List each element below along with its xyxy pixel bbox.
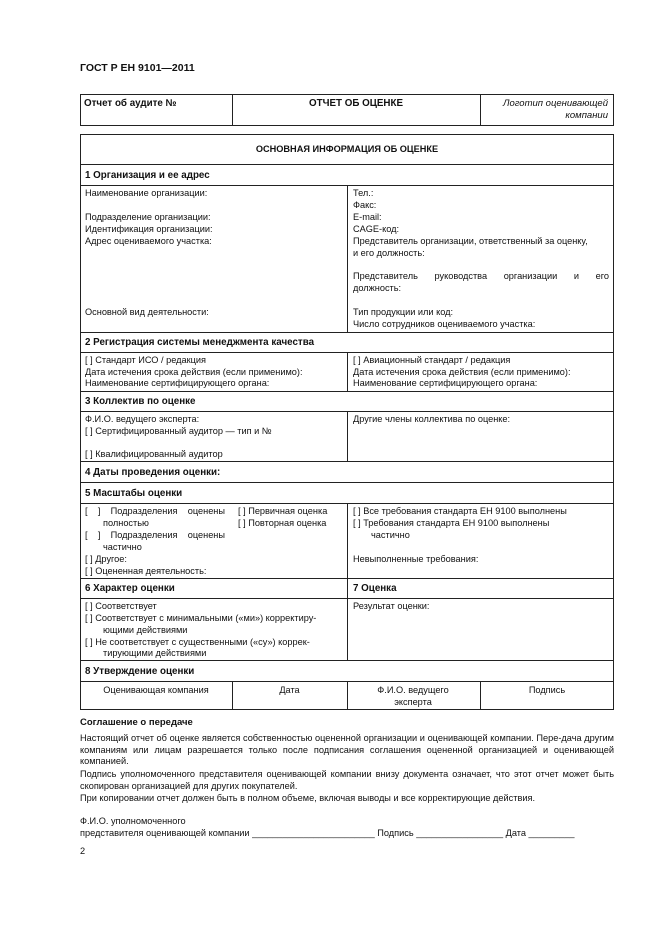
fax-label: Факс: bbox=[353, 200, 377, 210]
aviation-standard-checkbox[interactable]: [ ] Авиационный стандарт / редакция bbox=[353, 355, 511, 365]
section-6-title: 6 Характер оценки bbox=[85, 583, 175, 594]
conforms-checkbox[interactable]: [ ] Соответствует bbox=[85, 601, 157, 611]
approval-date-header: Дата bbox=[279, 685, 300, 695]
iso-certifier-label: Наименование сертифицирующего органа: bbox=[85, 378, 270, 388]
audit-number-label: Отчет об аудите № bbox=[84, 98, 177, 109]
nonconforms-major-checkbox[interactable]: [ ] Не соответствует с существенными («су») коррек- bbox=[85, 637, 310, 647]
divisions-fully-cont: полностью bbox=[103, 518, 149, 528]
iso-standard-checkbox[interactable]: [ ] Стандарт ИСО / редакция bbox=[85, 355, 206, 365]
partial-requirements-met-checkbox[interactable]: [ ] Требования стандарта ЕН 9100 выполнены bbox=[353, 518, 550, 528]
section-1-title: 1 Организация и ее адрес bbox=[85, 170, 210, 181]
all-requirements-met-checkbox[interactable]: [ ] Все требования стандарта ЕН 9100 выполнены bbox=[353, 506, 567, 516]
approval-signature-header: Подпись bbox=[528, 685, 566, 695]
org-representative-position-label: и его должность: bbox=[353, 248, 425, 258]
email-label: E-mail: bbox=[353, 212, 382, 222]
agreement-paragraph-3: При копировании отчет должен быть в полном объеме, включая выводы и все корректирующие действия. bbox=[80, 793, 535, 803]
main-activity-label: Основной вид деятельности: bbox=[85, 307, 209, 317]
management-representative-position-label: должность: bbox=[353, 283, 402, 293]
repeat-assessment-checkbox[interactable]: [ ] Повторная оценка bbox=[238, 518, 327, 528]
section-5-title: 5 Масштабы оценки bbox=[85, 488, 183, 499]
other-scope-checkbox[interactable]: [ ] Другое: bbox=[85, 554, 127, 564]
agreement-title: Соглашение о передаче bbox=[80, 717, 193, 728]
divisions-fully-checkbox[interactable]: [ ] Подразделения оценены bbox=[85, 506, 225, 516]
certified-auditor-checkbox[interactable]: [ ] Сертифицированный аудитор — тип и № bbox=[85, 426, 272, 436]
agreement-paragraph-1: Настоящий отчет об оценке является собственностью оцененной организации и оценивающей компании. Пере-дача другим компаниям или лицам разрешается только после подписания соглашения оцененной организацией и оценивающей компанией. bbox=[80, 733, 614, 767]
aviation-expiry-label: Дата истечения срока действия (если применимо): bbox=[353, 367, 571, 377]
divisions-partially-checkbox[interactable]: [ ] Подразделения оценены bbox=[85, 530, 225, 540]
org-name-label: Наименование организации: bbox=[85, 188, 208, 198]
product-type-label: Тип продукции или код: bbox=[353, 307, 454, 317]
phone-label: Тел.: bbox=[353, 188, 374, 198]
iso-expiry-label: Дата истечения срока действия (если применимо): bbox=[85, 367, 303, 377]
report-title: ОТЧЕТ ОБ ОЦЕНКЕ bbox=[308, 98, 403, 109]
site-address-label: Адрес оцениваемого участка: bbox=[85, 236, 212, 246]
org-id-label: Идентификация организации: bbox=[85, 224, 213, 234]
section-3-title: 3 Коллектив по оценке bbox=[85, 396, 196, 407]
aviation-certifier-label: Наименование сертифицирующего органа: bbox=[353, 378, 538, 388]
approval-lead-expert-header: Ф.И.О. ведущего эксперта bbox=[377, 685, 449, 707]
signature-line: представителя оценивающей компании ________________________ Подпись _________________ Дата _________ bbox=[80, 828, 575, 838]
unmet-requirements-label: Невыполненные требования: bbox=[353, 554, 479, 564]
agreement-paragraph-2: Подпись уполномоченного представителя оценивающей компании внизу документа означает, что этот отчет может быть скопирован организацией для других покупателей. bbox=[80, 769, 614, 791]
employee-count-label: Число сотрудников оцениваемого участка: bbox=[353, 319, 536, 329]
qualified-auditor-checkbox[interactable]: [ ] Квалифицированный аудитор bbox=[85, 449, 223, 459]
org-division-label: Подразделение организации: bbox=[85, 212, 211, 222]
document-header: ГОСТ Р ЕН 9101—2011 bbox=[80, 62, 195, 74]
management-representative-label: Представитель руководства организации и его bbox=[353, 271, 609, 281]
assessed-activity-checkbox[interactable]: [ ] Оцененная деятельность: bbox=[85, 566, 207, 576]
partial-requirements-cont: частично bbox=[371, 530, 410, 540]
cage-code-label: CAGE-код: bbox=[353, 224, 400, 234]
page-number: 2 bbox=[80, 846, 86, 856]
section-2-title: 2 Регистрация системы менеджмента качества bbox=[85, 337, 315, 348]
approval-company-header: Оценивающая компания bbox=[103, 685, 209, 695]
initial-assessment-checkbox[interactable]: [ ] Первичная оценка bbox=[238, 506, 328, 516]
conforms-minor-cont: ющими действиями bbox=[103, 625, 188, 635]
section-8-title: 8 Утверждение оценки bbox=[85, 666, 195, 677]
section-4-title: 4 Даты проведения оценки: bbox=[85, 467, 221, 478]
conforms-minor-checkbox[interactable]: [ ] Соответствует с минимальными («ми») корректиру- bbox=[85, 613, 317, 623]
section-7-title: 7 Оценка bbox=[353, 583, 397, 594]
main-section-title: ОСНОВНАЯ ИНФОРМАЦИЯ ОБ ОЦЕНКЕ bbox=[255, 144, 439, 154]
divisions-partially-cont: частично bbox=[103, 542, 142, 552]
company-logo-placeholder: Логотип оценивающей компании bbox=[502, 98, 608, 121]
other-team-members-label: Другие члены коллектива по оценке: bbox=[353, 414, 511, 424]
assessment-result-label: Результат оценки: bbox=[353, 601, 430, 611]
org-representative-label: Представитель организации, ответственный за оценку, bbox=[353, 236, 588, 246]
signature-name-label: Ф.И.О. уполномоченного bbox=[80, 816, 186, 826]
lead-expert-label: Ф.И.О. ведущего эксперта: bbox=[85, 414, 200, 424]
nonconforms-major-cont: тирующими действиями bbox=[103, 648, 207, 658]
